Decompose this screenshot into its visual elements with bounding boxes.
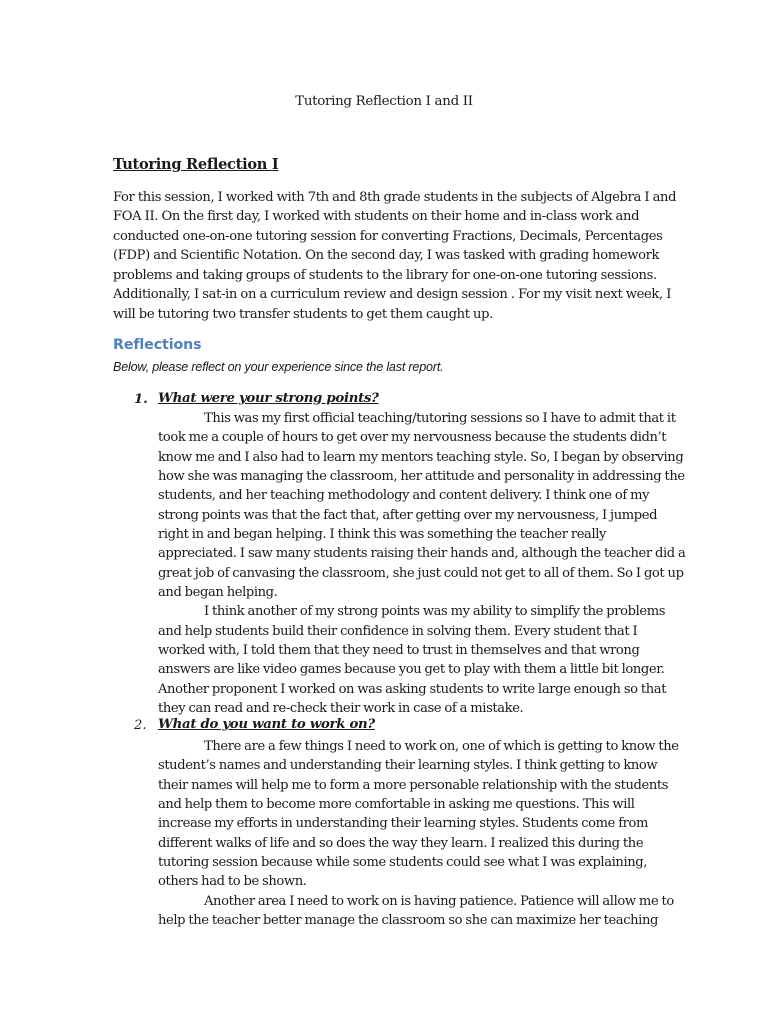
answer-line: they can read and re-check their work in case of a mistake. bbox=[158, 701, 524, 717]
answer-line: know me and I also had to learn my mentors teaching style. So, I began by observing bbox=[158, 449, 684, 465]
paragraph-line: Additionally, I sat-in on a curriculum review and design session . For my visit next week, I bbox=[113, 287, 672, 303]
answer-line: tutoring session because while some students could see what I was explaining, bbox=[158, 855, 648, 871]
paragraph-line: problems and taking groups of students to the library for one-on-one tutoring sessions. bbox=[113, 267, 657, 283]
answer-line: and began helping. bbox=[158, 585, 278, 601]
answer-line: There are a few things I need to work on, one of which is getting to know the bbox=[204, 739, 679, 754]
question-heading: What were your strong points? bbox=[158, 391, 379, 406]
answer-line: how she was managing the classroom, her attitude and personality in addressing the bbox=[158, 469, 685, 485]
section-heading: Tutoring Reflection I bbox=[113, 156, 279, 173]
answer-line: This was my first official teaching/tutoring sessions so I have to admit that it bbox=[204, 411, 676, 426]
question-number: 1. bbox=[134, 392, 148, 407]
paragraph-line: For this session, I worked with 7th and 8th grade students in the subjects of Algebra I and bbox=[113, 190, 677, 205]
answer-line: strong points was that the fact that, after getting over my nervousness, I jumped bbox=[158, 507, 658, 523]
paragraph-line: (FDP) and Scientific Notation. On the second day, I was tasked with grading homework bbox=[113, 248, 660, 264]
paragraph-line: FOA II. On the first day, I worked with students on their home and in-class work and bbox=[113, 209, 640, 225]
answer-line: worked with, I told them that they need to trust in themselves and that wrong bbox=[158, 643, 640, 659]
answer-line: their names will help me to form a more personable relationship with the students bbox=[158, 777, 669, 793]
answer-line: I think another of my strong points was my ability to simplify the problems bbox=[204, 604, 666, 620]
document-title: Tutoring Reflection I and II bbox=[295, 94, 473, 109]
intro-paragraph bbox=[113, 188, 677, 324]
paragraph-line: will be tutoring two transfer students to get them caught up. bbox=[113, 306, 493, 322]
reflections-prompt: Below, please reflect on your experience since the last report. bbox=[113, 360, 444, 374]
question-heading: What do you want to work on? bbox=[158, 717, 375, 732]
paragraph-line: conducted one-on-one tutoring session for converting Fractions, Decimals, Percentages bbox=[113, 228, 663, 244]
answer-line: appreciated. I saw many students raising their hands and, although the teacher did a bbox=[158, 546, 686, 562]
question-number: 2. bbox=[134, 718, 147, 733]
answer-line: Another area I need to work on is having patience. Patience will allow me to bbox=[204, 893, 674, 909]
answer-line: answers are like video games because you get to play with them a little bit longer. bbox=[158, 662, 665, 678]
answer-line: and help students build their confidence in solving them. Every student that I bbox=[158, 623, 638, 639]
answer-line: student’s names and understanding their learning styles. I think getting to know bbox=[158, 758, 658, 774]
answer-paragraph bbox=[158, 737, 679, 930]
answer-line: increase my efforts in understanding their learning styles. Students come from bbox=[158, 816, 649, 832]
answer-line: help the teacher better manage the classroom so she can maximize her teaching bbox=[158, 913, 658, 929]
answer-line: different walks of life and so does the way they learn. I realized this during the bbox=[158, 835, 644, 851]
answer-paragraph bbox=[158, 409, 686, 719]
answer-line: great job of canvasing the classroom, she just could not get to all of them. So I got up bbox=[158, 565, 684, 581]
answer-line: others had to be shown. bbox=[158, 874, 307, 890]
answer-line: students, and her teaching methodology and content delivery. I think one of my bbox=[158, 488, 650, 504]
reflections-heading: Reflections bbox=[113, 337, 202, 353]
answer-line: and help them to become more comfortable in asking me questions. This will bbox=[158, 797, 635, 813]
answer-line: Another proponent I worked on was asking students to write large enough so that bbox=[158, 681, 667, 697]
answer-line: right in and began helping. I think this was something the teacher really bbox=[158, 527, 607, 543]
answer-line: took me a couple of hours to get over my nervousness because the students didn’t bbox=[158, 430, 667, 446]
